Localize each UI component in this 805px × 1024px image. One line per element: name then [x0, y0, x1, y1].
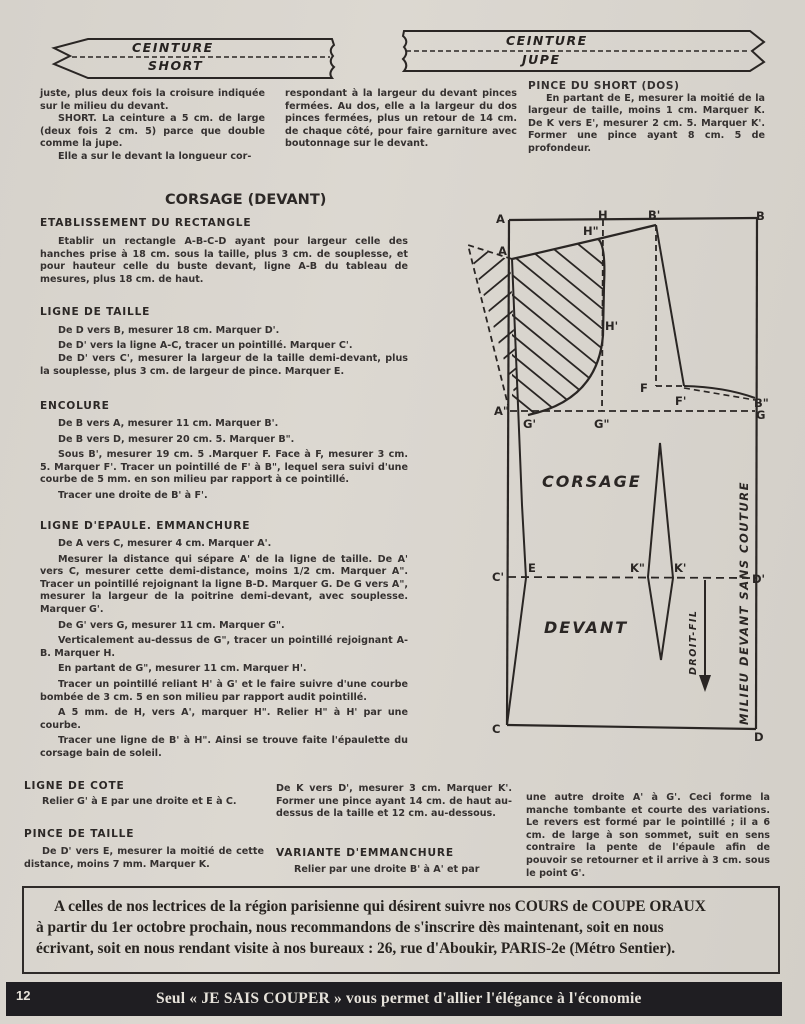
- section-body: [40, 418, 408, 503]
- label-D-prime: D': [752, 572, 766, 586]
- label-A-prime: A': [498, 244, 511, 258]
- paragraph: Tracer une droite de B' à F'.: [58, 489, 208, 501]
- section-body: [276, 864, 514, 877]
- label-B: B: [756, 209, 765, 223]
- label-B-double: B": [754, 396, 769, 410]
- section-body: [24, 846, 264, 871]
- section-body: [40, 324, 408, 378]
- top-column-1: [40, 88, 265, 164]
- notice-line: à partir du 1er octobre prochain, nous recommandons de s'inscrire dès maintenant, soit en nous: [36, 919, 664, 936]
- paragraph: Elle a sur le devant la longueur cor-: [58, 150, 252, 162]
- section-heading: ENCOLURE: [40, 400, 110, 412]
- article-title: CORSAGE (DEVANT): [165, 192, 327, 208]
- label-E: E: [528, 561, 536, 575]
- label-F-prime: F': [675, 394, 687, 408]
- b-prime-f-prime-line: [656, 225, 684, 386]
- top-column-3: [528, 80, 765, 156]
- paragraph: De B vers D, mesurer 20 cm. 5. Marquer B".: [58, 433, 295, 445]
- section-heading: PINCE DU SHORT (DOS): [528, 80, 680, 92]
- paragraph: De D vers B, mesurer 18 cm. Marquer D'.: [58, 325, 280, 336]
- paragraph: De D' vers E, mesurer la moitié de cette distance, moins 7 mm. Marquer K.: [24, 846, 264, 870]
- paragraph: De K vers D', mesurer 3 cm. Marquer K'. Former une pince ayant 14 cm. de haut au-dessus de la taille et 12 cm. au-dessous.: [276, 783, 512, 820]
- page-number: 12: [16, 988, 31, 1003]
- paragraph: respondant à la largeur du devant pinces fermées. Au dos, elle a la largeur du dos pinces fermées, plus un retour de 14 cm. de chaque côté, pour faire garniture avec boutonnage sur le devant.: [285, 88, 517, 150]
- paragraph: SHORT. La ceinture a 5 cm. de large (deux fois 2 cm. 5) parce que double comme la jupe.: [40, 113, 265, 150]
- paragraph: De G' vers G, mesurer 11 cm. Marquer G".: [58, 619, 285, 631]
- label-K-prime: K': [674, 561, 687, 575]
- label-corsage: CORSAGE: [542, 472, 642, 491]
- top-column-2: [285, 88, 517, 151]
- paragraph: Relier G' à E par une droite et E à C.: [42, 796, 237, 807]
- paragraph: De B vers A, mesurer 11 cm. Marquer B'.: [58, 418, 279, 429]
- label-K-double: K": [630, 561, 645, 575]
- section-body: [24, 796, 264, 809]
- paragraph: Sous B', mesurer 19 cm. 5 .Marquer F. Face à F, mesurer 3 cm. 5. Marquer F'. Tracer un pointillé de F' à B", lequel sera suivi d'une courbe de 5 mm. en son milieu par rapport à ce pointillé.: [40, 449, 408, 486]
- pattern-diagram: [460, 205, 780, 745]
- ribbon-right-bottom-label: JUPE: [522, 52, 561, 67]
- waist-dashed-line: [508, 577, 756, 578]
- ribbon-left-top-label: CEINTURE: [132, 40, 214, 55]
- section-heading: VARIANTE D'EMMANCHURE: [276, 847, 454, 859]
- notice-box: [22, 886, 780, 974]
- ribbon-left-bottom-label: SHORT: [148, 58, 204, 73]
- notice-line: A celles de nos lectrices de la région parisienne qui désirent suivre nos COURS de COUPE ORAUX: [54, 898, 706, 915]
- paragraph: Relier par une droite B' à A' et par: [294, 864, 480, 875]
- paragraph: Mesurer la distance qui sépare A' de la ligne de taille. De A' vers C, mesurer cette demi-distance, moins 1/2 cm. Marquer A". Tracer un pointillé rejoignant la ligne B-D. Marquer G. De G vers A", mesurer la largeur de la poitrine demi-devant, avec souplesse. Marquer G'.: [40, 553, 408, 615]
- label-D: D: [754, 730, 764, 744]
- section-body: [40, 538, 408, 761]
- label-C-prime: C': [492, 570, 504, 584]
- section-body: [40, 236, 408, 286]
- paragraph: juste, plus deux fois la croisure indiquée sur le milieu du devant.: [40, 88, 265, 112]
- neck-curve: [684, 386, 755, 398]
- paragraph: une autre droite A' à G'. Ceci forme la manche tombante et courte des variations. Le revers est formé par le pointillé ; il a 6 cm. de large à son sommet, suit en sens contraire la pente de l'épaule afin de pouvoir se retourner et il arrive à 3 cm. sous le point G'.: [526, 792, 770, 879]
- label-H-double: H": [583, 224, 599, 238]
- section-heading: PINCE DE TAILLE: [24, 828, 135, 840]
- paragraph: Etablir un rectangle A-B-C-D ayant pour largeur celle des hanches prise à 18 cm. sous la taille, plus 3 cm. de souplesse, et pour hauteur celle du buste devant, ligne A-B du tableau de mesures, plus 18 cm. de haut.: [40, 236, 408, 285]
- label-G-prime: G': [523, 417, 536, 431]
- label-G: G: [756, 408, 766, 422]
- label-G-double: G": [594, 417, 610, 431]
- label-devant: DEVANT: [544, 618, 629, 637]
- label-C: C: [492, 722, 501, 736]
- grain-arrowhead-icon: [699, 675, 711, 692]
- label-B-prime: B': [648, 208, 661, 222]
- paragraph: A 5 mm. de H, vers A', marquer H". Relier H" à H' par une courbe.: [40, 707, 408, 731]
- armhole-hatching: [500, 205, 610, 475]
- label-A-double: A": [494, 404, 509, 418]
- footer-bar: [6, 982, 782, 1016]
- paragraph: De A vers C, mesurer 4 cm. Marquer A'.: [58, 538, 272, 549]
- label-A: A: [496, 212, 505, 226]
- notice-line: écrivant, soit en nous rendant visite à nos bureaux : 26, rue d'Aboukir, PARIS-2e (Métro Sentier).: [36, 940, 676, 957]
- paragraph: De D' vers la ligne A-C, tracer un pointillé. Marquer C'.: [58, 339, 353, 351]
- paragraph: Tracer une ligne de B' à H". Ainsi se trouve faite l'épaulette du corsage bain de soleil.: [40, 735, 408, 759]
- footer-slogan: Seul « JE SAIS COUPER » vous permet d'allier l'élégance à l'économie: [156, 990, 642, 1007]
- paragraph: En partant de E, mesurer la moitié de la largeur de taille, moins 1 cm. Marquer K. De K vers E', mesurer 2 cm. 5. Marquer K'. Former une pince ayant 8 cm. 5 de profondeur.: [528, 92, 765, 154]
- section-heading: LIGNE DE TAILLE: [40, 306, 151, 318]
- paragraph: De D' vers C', mesurer la largeur de la taille demi-devant, plus la souplesse, plus 3 cm. de largeur de pince. Marquer E.: [40, 353, 408, 377]
- ribbon-ceinture-jupe: [398, 26, 768, 76]
- ribbon-right-top-label: CEINTURE: [506, 33, 588, 48]
- paragraph: En partant de G", mesurer 11 cm. Marquer H'.: [58, 663, 307, 675]
- label-droit-fil: DROIT-FIL: [688, 609, 699, 675]
- paragraph: Tracer un pointillé reliant H' à G' et le faire suivre d'une courbe bombée de 3 cm. 5 en son milieu par rapport audit pointillé.: [40, 678, 408, 703]
- paragraph: Verticalement au-dessus de G", tracer un pointillé rejoignant A-B. Marquer H.: [40, 635, 408, 659]
- section-heading: LIGNE D'EPAULE. EMMANCHURE: [40, 520, 251, 532]
- armhole-curve: [528, 239, 604, 415]
- label-F: F: [640, 381, 648, 395]
- ribbon-ceinture-short: [48, 34, 338, 82]
- waist-dart: [648, 443, 673, 660]
- bottom-column-3: [526, 792, 770, 880]
- label-H: H: [598, 208, 608, 222]
- label-milieu-devant: MILIEU DEVANT SANS COUTURE: [737, 481, 751, 725]
- side-seam: [507, 259, 526, 725]
- bottom-column-2: [276, 783, 512, 821]
- label-H-prime: H': [605, 319, 619, 333]
- section-heading: LIGNE DE COTE: [24, 780, 125, 792]
- section-heading: ETABLISSEMENT DU RECTANGLE: [40, 217, 252, 229]
